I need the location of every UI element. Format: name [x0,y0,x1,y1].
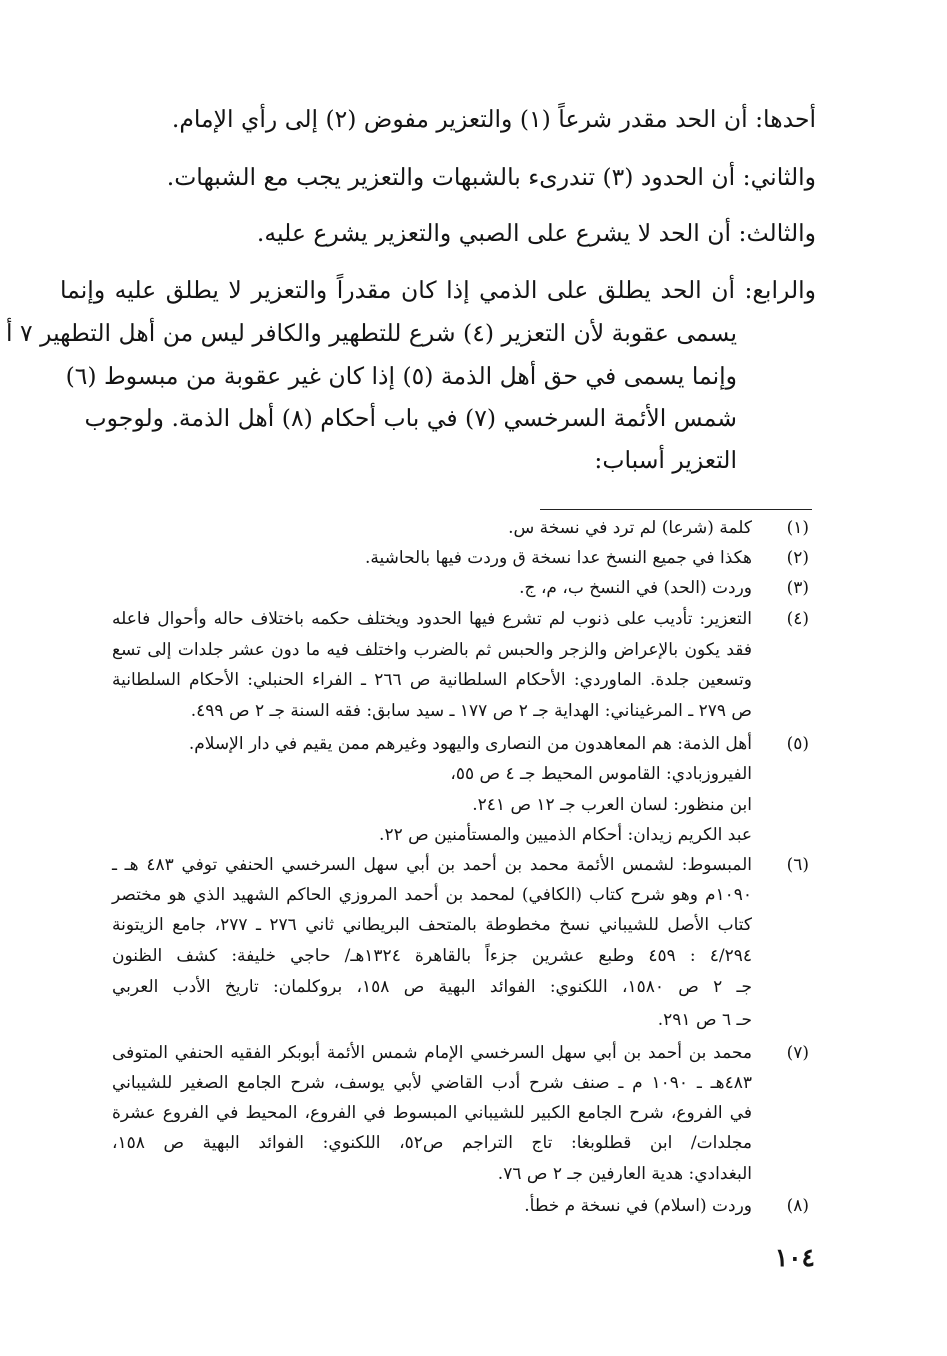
footnote-5-line-1: أهل الذمة: هم المعاهدون من النصارى واليهود وغيرهم ممن يقيم في دار الإسلام. [188,734,752,754]
footnote-6-line-6: حـ ٦ ص ٢٩١. [657,1010,752,1030]
footnote-number-2: (٢) [786,548,809,568]
body-line-2: والثاني: أن الحدود (٣) تندرىء بالشبهات والتعزير يجب مع الشبهات. [166,163,816,191]
footnote-7-line-1: محمد بن أحمد بن أبي سهل السرخسي الإمام شمس الأئمة أبوبكر الفقيه الحنفي المتوفى [112,1043,752,1063]
footnote-8-line-1: وردت (اسلام) في نسخة م خطأ. [524,1196,752,1216]
footnote-3-line-1: وردت (الحد) في النسخ ب، م، ج. [519,578,752,598]
footnote-number-3: (٣) [786,578,809,598]
footnote-7-line-4: مجلدات/ ابن قطلوبغا: تاج التراجم ص٥٢، اللكنوي: الفوائد البهية ص ١٥٨، [112,1133,752,1153]
footnote-separator [540,509,812,510]
footnote-5-line-4: عبد الكريم زيدان: أحكام الذميين والمستأمنين ص ٢٢. [379,825,752,845]
body-line-6: وإنما يسمى في حق أهل الذمة (٥) إذا كان غير عقوبة من مبسوط (٦) [65,362,737,390]
footnote-number-1: (١) [786,518,809,538]
footnote-7-line-2: ٤٨٣هـ ـ ١٠٩٠ م ـ صنف شرح أدب القاضي لأبي يوسف، شرح الجامع الصغير للشيباني [112,1073,752,1093]
footnote-4-line-3: وتسعين جلدة. الماوردي: الأحكام السلطانية ص ٢٦٦ ـ الفراء الحنبلي: الأحكام السلطانية [112,670,752,690]
body-line-4: والرابع: أن الحد يطلق على الذمي إذا كان مقدراً والتعزير لا يطلق عليه وإنما [60,276,816,304]
footnote-number-4: (٤) [786,609,809,629]
footnote-6-line-1: المبسوط: لشمس الأئمة محمد بن أحمد بن أبي سهل السرخسي الحنفي توفي ٤٨٣ هـ ـ [112,855,752,875]
footnote-number-6: (٦) [786,855,809,875]
footnote-7-line-5: البغدادي: هدية العارفين جـ ٢ ص ٧٦. [497,1164,752,1184]
footnote-4-line-4: ص ٢٧٩ ـ المرغيناني: الهداية جـ ٢ ص ١٧٧ ـ سيد سابق: فقه السنة جـ ٢ ص ٤٩٩. [190,701,752,721]
footnote-5-line-2: الفيروزبادي: القاموس المحيط جـ ٤ ص ٥٥، [450,764,752,784]
footnote-6-line-4: ٤/٢٩٤ : ٤٥٩ وطبع عشرين جزءاً بالقاهرة ١٣٢٤هـ/ حاجي خليفة: كشف الظنون [112,946,753,966]
body-line-8: التعزير أسباب: [594,446,737,474]
footnote-5-line-3: ابن منظور: لسان العرب جـ ١٢ ص ٢٤١. [472,795,752,815]
body-line-1: أحدها: أن الحد مقدر شرعاً (١) والتعزير مفوض (٢) إلى رأي الإمام. [171,105,816,133]
footnote-6-line-2: ١٠٩٠م وهو شرح كتاب (الكافي) لمحمد بن أحمد المروزي الحاكم الشهيد الذي هو مختصر [112,885,752,905]
footnote-number-7: (٧) [786,1043,809,1063]
footnote-7-line-3: في الفروع، شرح الجامع الكبير للشيباني المبسوط في الفروع، المحيط في الفروع عشرة [112,1103,752,1123]
footnote-4-line-1: التعزير: تأديب على ذنوب لم تشرع فيها الحدود ويختلف حكمه باختلاف حاله وأحوال فاعله [112,609,752,629]
footnote-4-line-2: فقد يكون بالإعراض والزجر والحبس ثم بالضرب واختلف فيه ما دون عشر جلدات إلى تسع [112,640,752,660]
footnote-1-line-1: كلمة (شرعا) لم ترد في نسخة س. [508,518,752,538]
footnote-number-8: (٨) [786,1196,809,1216]
footnote-number-5: (٥) [786,734,809,754]
footnote-2-line-1: هكذا في جميع النسخ عدا نسخة ق وردت فيها بالحاشية. [365,548,752,568]
body-line-3: والثالث: أن الحد لا يشرع على الصبي والتعزير يشرع عليه. [256,219,816,247]
body-line-7: شمس الأئمة السرخسي (٧) في باب أحكام (٨) أهل الذمة. ولوجوب [84,404,737,432]
footnote-6-line-3: كتاب الأصل للشيباني نسخ مخطوطة بالمتحف البريطاني ثاني ٢٧٦ ـ ٢٧٧، جامع الزيتونة [112,915,752,935]
footnote-6-line-5: جـ ٢ ص ١٥٨٠، اللكنوي: الفوائد البهية ص ١٥٨، بروكلمان: تاريخ الأدب العربي [112,977,752,997]
body-line-5: يسمى عقوبة لأن التعزير (٤) شرع للتطهير والكافر ليس من أهل التطهير ٧ أ [6,319,737,347]
page-number: ١٠٤ [774,1243,815,1272]
